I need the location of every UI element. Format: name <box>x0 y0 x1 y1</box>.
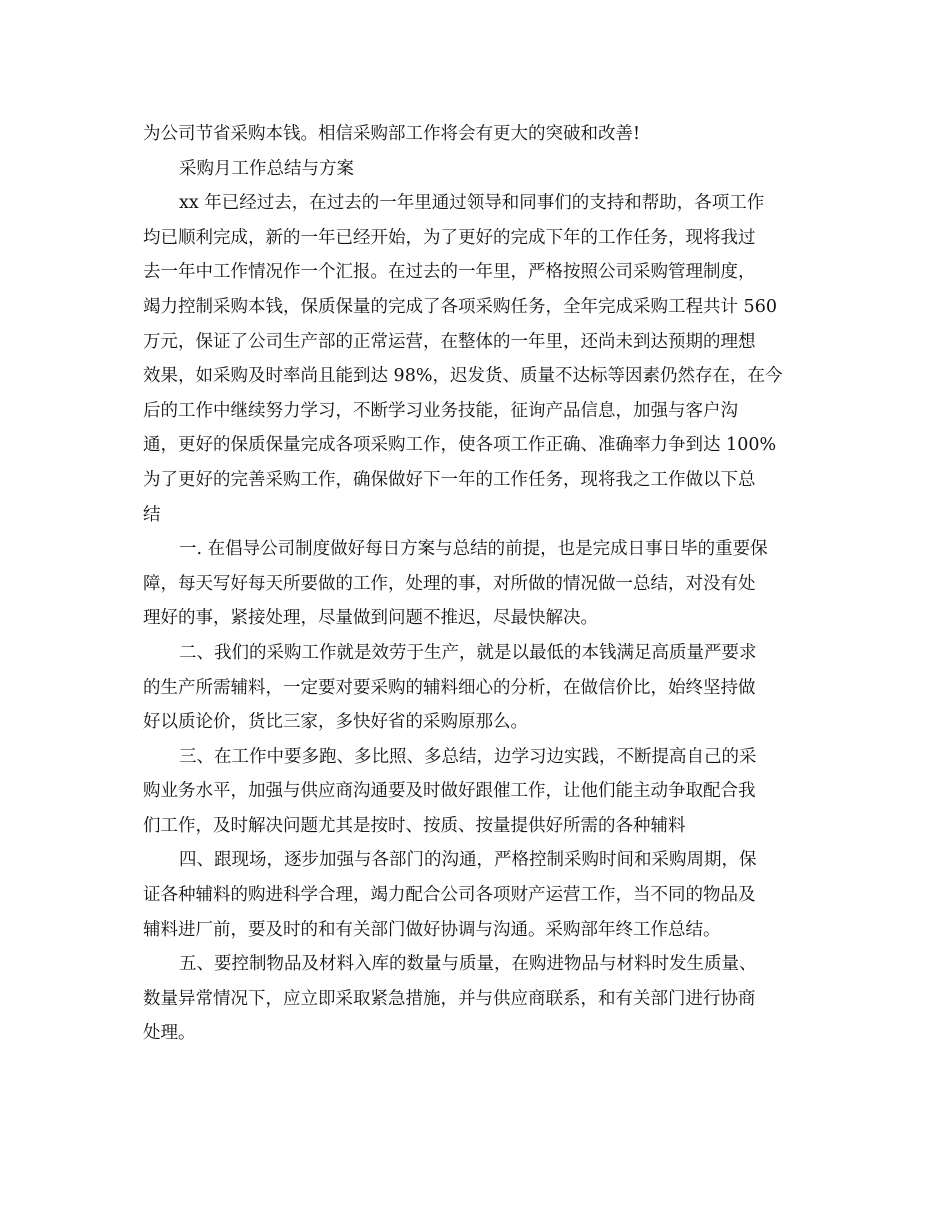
section-title: 采购月工作总结与方案 <box>179 158 354 179</box>
document-body <box>143 117 809 1051</box>
text-line: 数量异常情况下，应立即采取紧急措施，并与供应商联系，和有关部门进行协商 <box>143 988 756 1009</box>
text-line: 五、要控制物品及材料入库的数量与质量，在购进物品与材料时发生质量、 <box>179 954 757 975</box>
text-line: 购业务水平，加强与供应商沟通要及时做好跟催工作，让他们能主动争取配合我 <box>143 781 756 802</box>
text-line: 处理。 <box>143 1023 196 1044</box>
text-line: 竭力控制采购本钱，保质保量的完成了各项采购任务，全年完成采购工程共计 560 <box>143 296 777 317</box>
text-line: 后的工作中继续努力学习，不断学习业务技能，征询产品信息，加强与客户沟 <box>143 400 738 421</box>
text-line: 辅料进厂前，要及时的和有关部门做好协调与沟通。采购部年终工作总结。 <box>143 919 721 940</box>
text-line: 效果，如采购及时率尚且能到达 98%，迟发货、质量不达标等因素仍然存在，在今 <box>143 366 783 387</box>
text-line: 均已顺利完成，新的一年已经开始，为了更好的完成下年的工作任务，现将我过 <box>143 227 756 248</box>
text-line: 证各种辅料的购进科学合理，竭力配合公司各项财产运营工作，当不同的物品及 <box>143 885 756 906</box>
text-line: 障，每天写好每天所要做的工作，处理的事，对所做的情况做一总结，对没有处 <box>143 573 756 594</box>
text-line: 一. 在倡导公司制度做好每日方案与总结的前提，也是完成日事日毕的重要保 <box>179 539 768 560</box>
text-line: 去一年中工作情况作一个汇报。在过去的一年里，严格按照公司采购管理制度， <box>143 262 756 283</box>
text-line: 通，更好的保质保量完成各项采购工作，使各项工作正确、准确率力争到达 100% <box>143 435 777 456</box>
text-line: 们工作，及时解决问题尤其是按时、按质、按量提供好所需的各种辅料 <box>143 815 686 836</box>
text-line: 二、我们的采购工作就是效劳于生产，就是以最低的本钱满足高质量严要求 <box>179 642 757 663</box>
text-line: 三、在工作中要多跑、多比照、多总结，边学习边实践，不断提高自己的采 <box>179 746 757 767</box>
text-line: 的生产所需辅料，一定要对要采购的辅料细心的分析，在做信价比，始终坚持做 <box>143 677 756 698</box>
text-line: 四、跟现场，逐步加强与各部门的沟通，严格控制采购时间和采购周期，保 <box>179 850 757 871</box>
text-line: 好以质论价，货比三家，多快好省的采购原那么。 <box>143 712 528 733</box>
text-line: 为公司节省采购本钱。相信采购部工作将会有更大的突破和改善! <box>143 124 641 144</box>
text-line: 万元，保证了公司生产部的正常运营，在整体的一年里，还尚未到达预期的理想 <box>143 331 756 352</box>
text-line: 理好的事，紧接处理，尽量做到问题不推迟，尽最快解决。 <box>143 608 598 629</box>
text-line: 为了更好的完善采购工作，确保做好下一年的工作任务，现将我之工作做以下总 <box>143 469 756 490</box>
text-line: 结 <box>143 504 161 525</box>
text-line: xx 年已经过去，在过去的一年里通过领导和同事们的支持和帮助，各项工作 <box>179 193 765 214</box>
